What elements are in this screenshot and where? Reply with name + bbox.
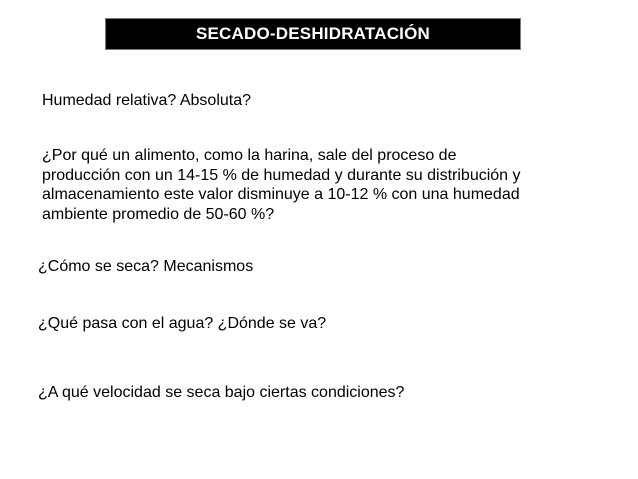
velocidad-question: ¿A qué velocidad se seca bajo ciertas condiciones? [38,384,405,401]
harina-question-line: producción con un 14-15 % de humedad y durante su distribución y [42,166,521,184]
mecanismos-question: ¿Cómo se seca? Mecanismos [38,258,254,275]
title-banner [105,18,521,50]
harina-question [42,146,521,224]
humedad-question: Humedad relativa? Absoluta? [42,92,252,109]
harina-question-line: almacenamiento este valor disminuye a 10-12 % con una humedad [42,186,520,203]
slide-title: SECADO-DESHIDRATACIÓN [195,24,430,43]
harina-question-line: ¿Por qué un alimento, como la harina, sale del proceso de [42,147,457,164]
harina-question-line: ambiente promedio de 50-60 %? [42,205,275,223]
agua-question: ¿Qué pasa con el agua? ¿Dónde se va? [38,315,327,332]
